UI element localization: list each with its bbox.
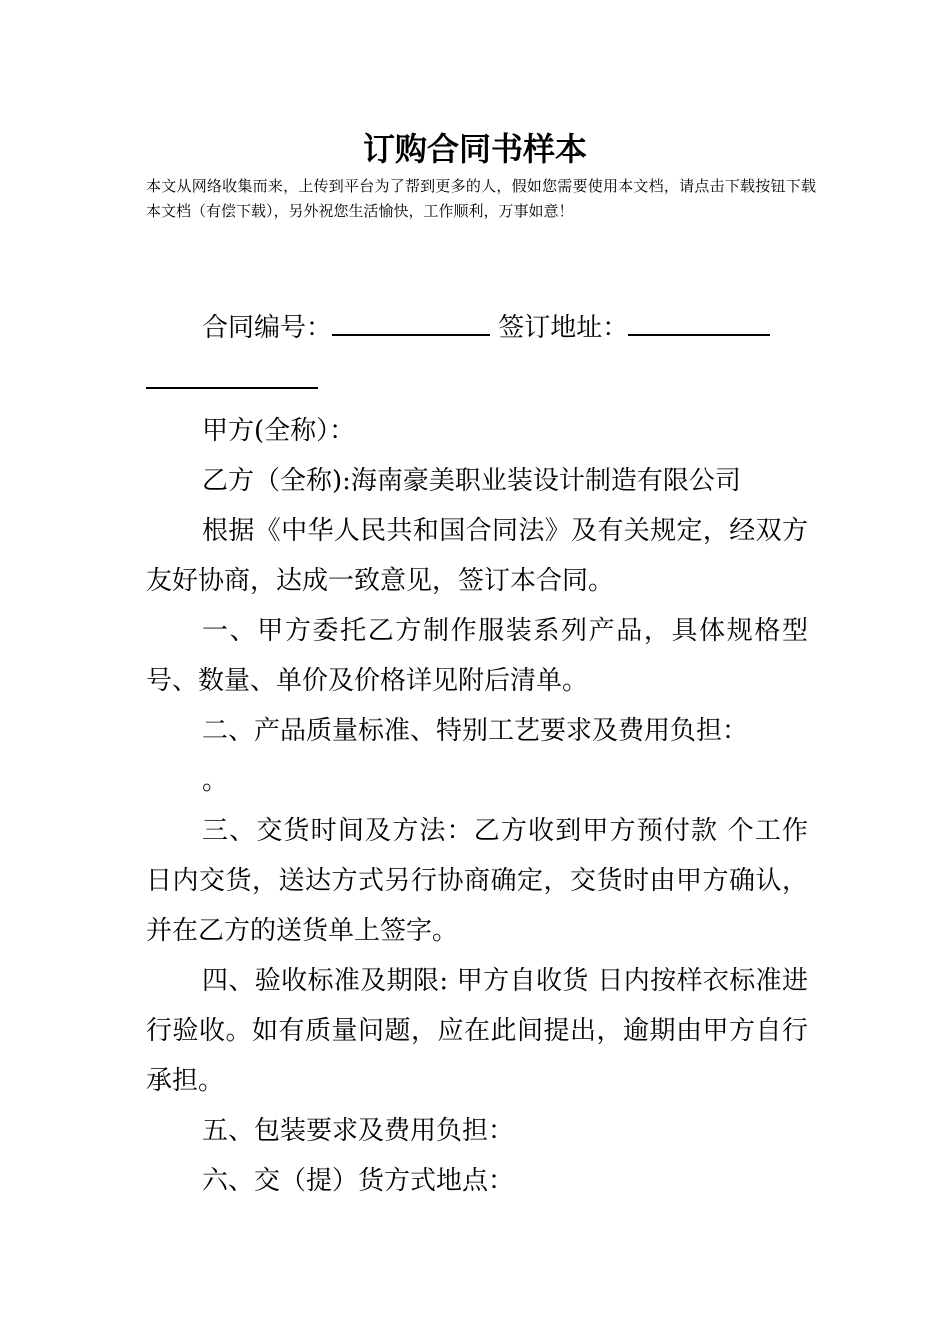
- clause-6: 六、交（提）货方式地点：: [202, 1166, 515, 1196]
- contract-number-blank: [332, 300, 490, 336]
- document-title: 订购合同书样本: [362, 130, 587, 168]
- clause-1: 一、甲方委托乙方制作服装系列产品，具体规格型号、数量、单价及价格详见附后清单。: [146, 616, 808, 696]
- intro-paragraph: 根据《中华人民共和国合同法》及有关规定，经双方友好协商，达成一致意见，签订本合同。: [146, 516, 808, 596]
- contract-number-label: 合同编号：: [202, 313, 333, 343]
- contract-body: [146, 300, 808, 1206]
- download-notice: 本文从网络收集而来，上传到平台为了帮到更多的人，假如您需要使用本文档，请点击下载按钮下载本文档（有偿下载），另外祝您生活愉快，工作顺利，万事如意！: [146, 177, 816, 220]
- clause-4: 四、验收标准及期限: 甲方自收货 日内按样衣标准进行验收。如有质量问题，应在此间提出，逾期由甲方自行承担。: [146, 966, 808, 1096]
- sign-place-blank-continued: [146, 353, 318, 389]
- party-a: 甲方(全称）：: [202, 416, 356, 446]
- clause-2: 二、产品质量标准、特别工艺要求及费用负担：: [202, 716, 749, 746]
- sign-place-label: 签订地址：: [498, 313, 629, 343]
- clause-3: 三、交货时间及方法：乙方收到甲方预付款 个工作日内交货，送达方式另行协商确定，交货时由甲方确认，并在乙方的送货单上签字。: [146, 816, 808, 946]
- clause-5: 五、包装要求及费用负担：: [202, 1116, 515, 1146]
- party-b: 乙方（全称):海南豪美职业装设计制造有限公司: [202, 466, 741, 496]
- sign-place-blank: [628, 300, 770, 336]
- contract-number-line: [146, 300, 808, 353]
- clause-2-end: 。: [202, 766, 229, 796]
- sign-place-blank-continued-line: [146, 353, 808, 406]
